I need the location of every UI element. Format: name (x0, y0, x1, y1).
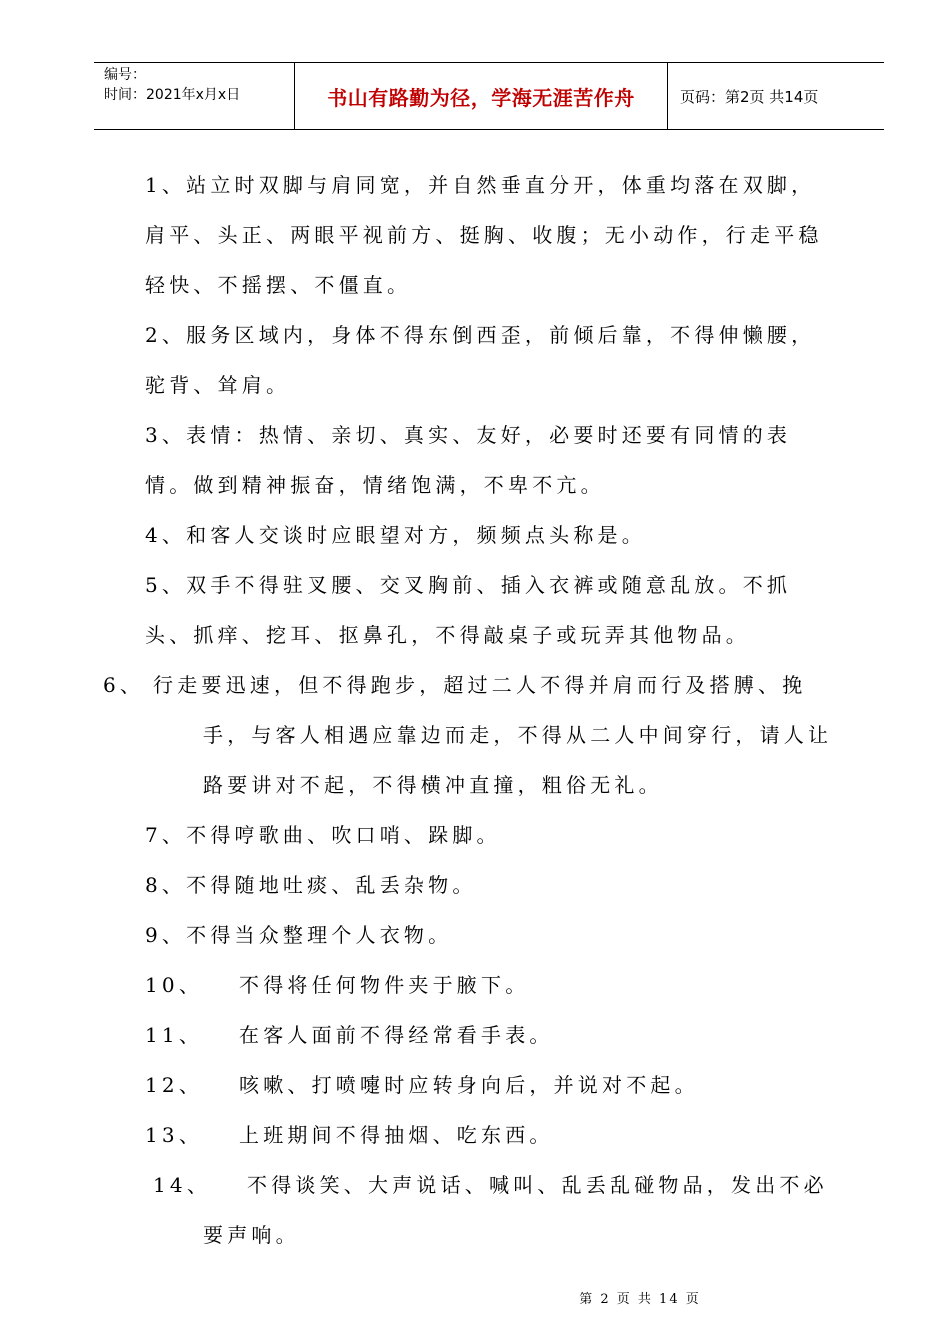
header-meta (104, 65, 240, 105)
item-text: 不得随地吐痰、乱丢杂物。 (186, 873, 477, 897)
item-number: 10、 (145, 973, 204, 997)
item-text: 咳嗽、打喷嚏时应转身向后，并说对不起。 (239, 1073, 699, 1097)
list-item-12 (145, 1060, 835, 1110)
item-text: 不得谈笑、大声说话、喊叫、乱丢乱碰物品，发出不必要声响。 (203, 1173, 828, 1247)
list-item-4 (145, 510, 835, 560)
item-number: 4、 (145, 523, 187, 547)
header-motto: 书山有路勤为径，学海无涯苦作舟 (327, 85, 635, 110)
item-number: 1、 (145, 173, 187, 197)
item-text: 表情：热情、亲切、真实、友好，必要时还要有同情的表情。做到精神振奋，情绪饱满，不卑不亢。 (145, 423, 792, 497)
list-item-13 (145, 1110, 835, 1160)
list-item-6: 6、 行走要迅速，但不得跑步，超过二人不得并肩而行及搭膊、挽手，与客人相遇应靠边而走，不得从二人中间穿行，请人让路要讲对不起，不得横冲直撞，粗俗无礼。 (103, 673, 833, 797)
item-number: 5、 (145, 573, 187, 597)
page-footer: 第 2 页 共 14 页 (579, 1292, 701, 1307)
list-item-11 (145, 1010, 835, 1060)
item-text: 和客人交谈时应眼望对方，频频点头称是。 (186, 523, 646, 547)
item-text: 不得当众整理个人衣物。 (186, 923, 453, 947)
item-number: 3、 (145, 423, 187, 447)
document-body (103, 160, 835, 1260)
list-item-7 (145, 810, 835, 860)
serial-label: 编号： (104, 67, 146, 83)
item-number: 13、 (145, 1123, 204, 1147)
document-header (94, 62, 884, 130)
list-item-1 (145, 160, 835, 310)
list-item-2 (145, 310, 835, 410)
item-text: 服务区域内，身体不得东倒西歪，前倾后靠，不得伸懒腰，驼背、耸肩。 (145, 323, 816, 397)
list-item-14 (145, 1160, 835, 1260)
item-number: 9、 (145, 923, 187, 947)
time-label: 时间：2021年x月x日 (104, 87, 241, 103)
list-item-5 (145, 560, 835, 660)
item-number: 2、 (145, 323, 187, 347)
item-number: 11、 (145, 1023, 204, 1047)
item-text: 不得哼歌曲、吹口哨、跺脚。 (186, 823, 501, 847)
item-text: 上班期间不得抽烟、吃东西。 (239, 1123, 554, 1147)
item-number: 14、 (153, 1173, 212, 1197)
item-number: 12、 (145, 1073, 204, 1097)
header-page-info: 页码：第2页 共14页 (680, 87, 819, 106)
list-item-9 (145, 910, 835, 960)
item-text: 行走要迅速，但不得跑步，超过二人不得并肩而行及搭膊、挽手，与客人相遇应靠边而走，不得从二人中间穿行，请人让路要讲对不起，不得横冲直撞，粗俗无礼。 (153, 673, 833, 797)
item-text: 双手不得驻叉腰、交叉胸前、插入衣裤或随意乱放。不抓头、抓痒、挖耳、抠鼻孔，不得敲桌子或玩弄其他物品。 (145, 573, 792, 647)
header-divider-right (667, 63, 668, 129)
list-item-3 (145, 410, 835, 510)
item-text: 站立时双脚与肩同宽，并自然垂直分开，体重均落在双脚，肩平、头正、两眼平视前方、挺胸、收腹；无小动作，行走平稳轻快、不摇摆、不僵直。 (145, 173, 823, 297)
list-item-10 (145, 960, 835, 1010)
item-number: 7、 (145, 823, 187, 847)
item-number: 8、 (145, 873, 187, 897)
item-text: 在客人面前不得经常看手表。 (239, 1023, 554, 1047)
list-item-8 (145, 860, 835, 910)
item-text: 不得将任何物件夹于腋下。 (239, 973, 530, 997)
